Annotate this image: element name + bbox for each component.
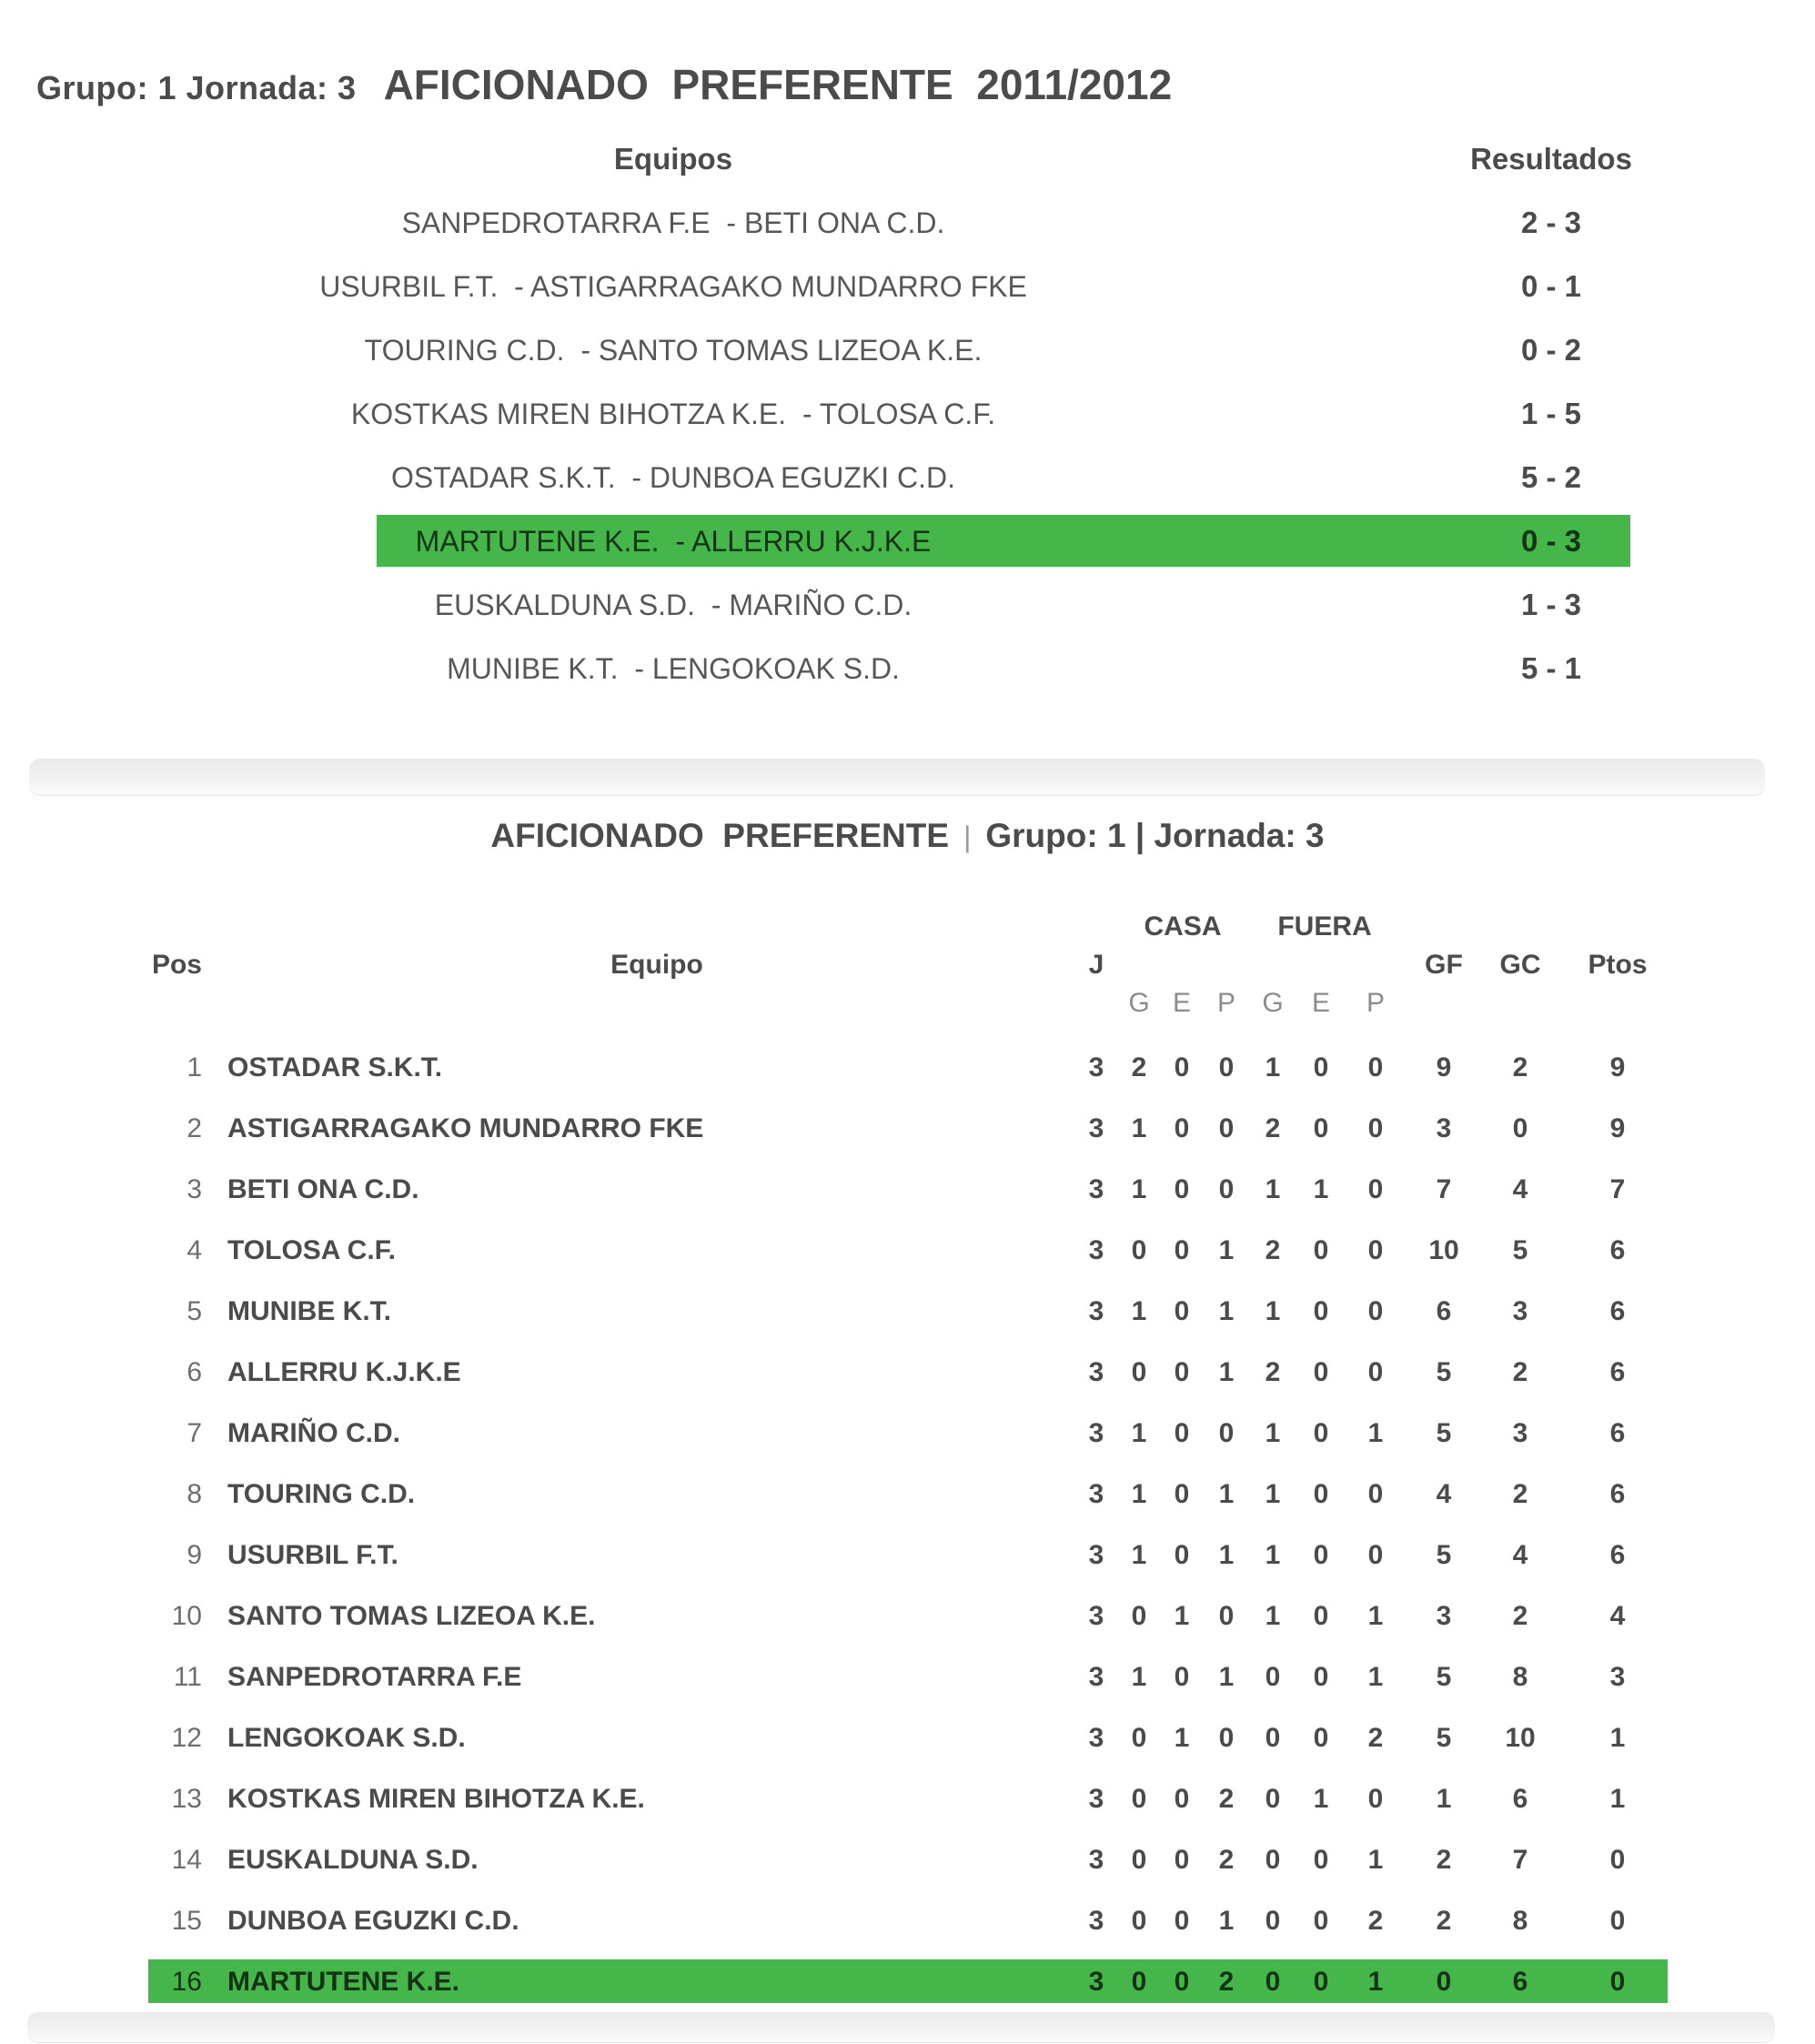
standings-team-name: TOLOSA C.F. (227, 1235, 397, 1265)
standings-row (0, 1951, 1815, 2012)
standings-header-gf: GF (1425, 950, 1463, 980)
standings-goals-for: 2 (1436, 1845, 1452, 1875)
standings-away-wins: 1 (1265, 1418, 1281, 1448)
match-score: 0 - 2 (1520, 333, 1582, 367)
standings-goals-for: 0 (1436, 1967, 1452, 1997)
match-row (0, 382, 1815, 446)
standings-header-home-wins: G (1128, 988, 1150, 1018)
match-row (0, 318, 1815, 382)
results-title-row (36, 60, 1172, 109)
standings-team-name: USURBIL F.T. (227, 1540, 398, 1570)
standings-row (0, 1220, 1815, 1281)
standings-goals-for: 7 (1436, 1174, 1452, 1204)
standings-home-draws: 0 (1174, 1052, 1190, 1082)
match-teams: OSTADAR S.K.T. - DUNBOA EGUZKI C.D. (391, 461, 955, 494)
standings-away-draws: 0 (1313, 1662, 1329, 1692)
standings-goals-against: 6 (1512, 1784, 1528, 1814)
standings-title-group-round: Grupo: 1 | Jornada: 3 (985, 817, 1325, 854)
standings-away-wins: 0 (1265, 1967, 1281, 1997)
standings-goals-for: 9 (1436, 1052, 1452, 1082)
standings-home-draws: 1 (1174, 1723, 1190, 1753)
standings-away-losses: 1 (1367, 1418, 1384, 1448)
standings-home-draws: 0 (1174, 1479, 1190, 1509)
match-row (0, 446, 1815, 509)
standings-team-name: ALLERRU K.J.K.E (227, 1357, 461, 1387)
standings-home-draws: 0 (1174, 1113, 1190, 1143)
standings-team-name: SANTO TOMAS LIZEOA K.E. (227, 1601, 596, 1631)
standings-away-wins: 0 (1265, 1662, 1281, 1692)
standings-goals-against: 4 (1512, 1540, 1528, 1570)
standings-home-wins: 1 (1131, 1174, 1147, 1204)
match-score: 2 - 3 (1520, 206, 1582, 239)
standings-goals-against: 0 (1512, 1113, 1528, 1143)
section-divider-band (29, 759, 1765, 795)
standings-away-draws: 0 (1313, 1723, 1329, 1753)
standings-points: 4 (1609, 1601, 1626, 1631)
standings-goals-for: 3 (1436, 1601, 1452, 1631)
match-row (0, 509, 1815, 573)
standings-header-pts: Ptos (1588, 950, 1648, 980)
standings-pos: 13 (171, 1784, 202, 1814)
standings-points: 6 (1609, 1540, 1626, 1570)
standings-played: 3 (1088, 1540, 1104, 1570)
standings-goals-for: 5 (1436, 1418, 1452, 1448)
standings-goals-for: 2 (1436, 1906, 1452, 1936)
standings-away-wins: 1 (1265, 1052, 1281, 1082)
standings-pos: 5 (187, 1296, 202, 1326)
match-score: 1 - 5 (1520, 397, 1582, 430)
standings-home-draws: 0 (1174, 1296, 1190, 1326)
standings-pos: 1 (187, 1052, 202, 1082)
standings-played: 3 (1088, 1601, 1104, 1631)
standings-home-losses: 2 (1218, 1784, 1235, 1814)
standings-home-draws: 0 (1174, 1784, 1190, 1814)
standings-home-losses: 0 (1218, 1723, 1235, 1753)
standings-pos: 15 (171, 1906, 202, 1936)
standings-header-team: Equipo (610, 950, 703, 980)
standings-home-draws: 0 (1174, 1235, 1190, 1265)
standings-home-draws: 0 (1174, 1174, 1190, 1204)
standings-team-name: SANPEDROTARRA F.E (227, 1662, 522, 1692)
standings-pos: 14 (171, 1845, 202, 1875)
standings-points: 3 (1609, 1662, 1626, 1692)
standings-row (0, 1342, 1815, 1403)
match-teams: KOSTKAS MIREN BIHOTZA K.E. - TOLOSA C.F. (350, 398, 996, 430)
standings-home-draws: 0 (1174, 1662, 1190, 1692)
match-score: 1 - 3 (1520, 588, 1582, 621)
standings-away-draws: 0 (1313, 1479, 1329, 1509)
standings-row (0, 1646, 1815, 1707)
standings-home-draws: 0 (1174, 1418, 1190, 1448)
standings-points: 7 (1609, 1174, 1626, 1204)
match-row (0, 191, 1815, 255)
results-column-headers (0, 142, 1815, 182)
standings-header-home-group: CASA (1144, 911, 1222, 941)
standings-home-losses: 2 (1218, 1967, 1235, 1997)
standings-goals-against: 3 (1512, 1296, 1528, 1326)
standings-played: 3 (1088, 1296, 1104, 1326)
standings-goals-for: 3 (1436, 1113, 1452, 1143)
standings-points: 1 (1609, 1723, 1626, 1753)
standings-away-losses: 1 (1367, 1845, 1384, 1875)
standings-played: 3 (1088, 1662, 1104, 1692)
standings-header-sub (0, 984, 1815, 1022)
standings-home-draws: 0 (1174, 1357, 1190, 1387)
match-row (0, 637, 1815, 700)
match-score: 5 - 2 (1520, 460, 1582, 494)
standings-pos: 3 (187, 1174, 202, 1204)
match-row (0, 255, 1815, 318)
standings-title-competition: AFICIONADO PREFERENTE (490, 817, 950, 854)
standings-points: 0 (1609, 1906, 1626, 1936)
standings-played: 3 (1088, 1235, 1104, 1265)
standings-home-wins: 1 (1131, 1113, 1147, 1143)
match-teams: MARTUTENE K.E. - ALLERRU K.J.K.E (415, 525, 932, 558)
standings-pos: 10 (171, 1601, 202, 1631)
standings-home-losses: 0 (1218, 1174, 1235, 1204)
results-pretitle: Grupo: 1 Jornada: 3 (36, 69, 357, 106)
standings-goals-for: 6 (1436, 1296, 1452, 1326)
standings-away-draws: 0 (1313, 1235, 1329, 1265)
standings-away-losses: 0 (1367, 1784, 1384, 1814)
standings-row (0, 1403, 1815, 1464)
standings-points: 0 (1609, 1967, 1626, 1997)
standings-home-wins: 0 (1131, 1906, 1147, 1936)
standings-home-losses: 0 (1218, 1418, 1235, 1448)
standings-title-separator: | (963, 821, 972, 853)
standings-row (0, 1525, 1815, 1586)
standings-goals-for: 1 (1436, 1784, 1452, 1814)
standings-away-wins: 2 (1265, 1235, 1281, 1265)
standings-header-away-wins: G (1262, 988, 1284, 1018)
standings-points: 9 (1609, 1113, 1626, 1143)
standings-points: 1 (1609, 1784, 1626, 1814)
standings-away-draws: 0 (1313, 1418, 1329, 1448)
match-score: 0 - 1 (1520, 269, 1582, 303)
standings-away-draws: 1 (1313, 1784, 1329, 1814)
standings-away-losses: 0 (1367, 1052, 1384, 1082)
standings-goals-against: 4 (1512, 1174, 1528, 1204)
results-header-teams: Equipos (613, 142, 733, 176)
standings-home-losses: 1 (1218, 1235, 1235, 1265)
standings-row (0, 1464, 1815, 1525)
standings-home-losses: 2 (1218, 1845, 1235, 1875)
standings-pos: 11 (173, 1662, 202, 1692)
standings-home-losses: 1 (1218, 1662, 1235, 1692)
standings-team-name: BETI ONA C.D. (227, 1174, 419, 1204)
standings-goals-against: 3 (1512, 1418, 1528, 1448)
standings-away-losses: 0 (1367, 1174, 1384, 1204)
standings-goals-for: 4 (1436, 1479, 1452, 1509)
standings-played: 3 (1088, 1845, 1104, 1875)
standings-played: 3 (1088, 1357, 1104, 1387)
standings-header-gc: GC (1499, 950, 1541, 980)
standings-goals-for: 5 (1436, 1540, 1452, 1570)
standings-away-wins: 1 (1265, 1540, 1281, 1570)
standings-away-losses: 0 (1367, 1235, 1384, 1265)
standings-header-main (0, 946, 1815, 984)
standings-away-wins: 0 (1265, 1784, 1281, 1814)
standings-played: 3 (1088, 1052, 1104, 1082)
standings-goals-against: 2 (1512, 1052, 1528, 1082)
standings-row (0, 1829, 1815, 1890)
standings-home-wins: 0 (1131, 1967, 1147, 1997)
standings-home-wins: 1 (1131, 1296, 1147, 1326)
standings-row (0, 1281, 1815, 1342)
standings-away-wins: 0 (1265, 1845, 1281, 1875)
standings-goals-for: 5 (1436, 1357, 1452, 1387)
standings-goals-against: 2 (1512, 1479, 1528, 1509)
standings-played: 3 (1088, 1418, 1104, 1448)
standings-away-losses: 2 (1367, 1906, 1384, 1936)
standings-home-losses: 0 (1218, 1113, 1235, 1143)
standings-away-losses: 1 (1367, 1601, 1384, 1631)
standings-home-wins: 2 (1131, 1052, 1147, 1082)
standings-home-losses: 1 (1218, 1540, 1235, 1570)
standings-pos: 8 (187, 1479, 202, 1509)
standings-away-losses: 0 (1367, 1540, 1384, 1570)
match-score: 0 - 3 (1520, 524, 1582, 558)
standings-home-losses: 1 (1218, 1906, 1235, 1936)
standings-goals-for: 10 (1428, 1235, 1459, 1265)
standings-points: 6 (1609, 1357, 1626, 1387)
standings-home-wins: 0 (1131, 1357, 1147, 1387)
standings-played: 3 (1088, 1174, 1104, 1204)
standings-row (0, 1768, 1815, 1829)
standings-away-losses: 2 (1367, 1723, 1384, 1753)
standings-row (0, 1037, 1815, 1098)
standings-row (0, 1707, 1815, 1768)
standings-away-wins: 1 (1265, 1174, 1281, 1204)
standings-played: 3 (1088, 1906, 1104, 1936)
standings-home-losses: 1 (1218, 1357, 1235, 1387)
standings-row (0, 1586, 1815, 1646)
standings-played: 3 (1088, 1784, 1104, 1814)
standings-points: 6 (1609, 1296, 1626, 1326)
standings-team-name: TOURING C.D. (227, 1479, 416, 1509)
standings-team-name: LENGOKOAK S.D. (227, 1723, 466, 1753)
standings-goals-against: 6 (1512, 1967, 1528, 1997)
match-row (0, 573, 1815, 637)
standings-away-wins: 0 (1265, 1906, 1281, 1936)
standings-goals-against: 10 (1505, 1723, 1536, 1753)
standings-home-draws: 0 (1174, 1845, 1190, 1875)
standings-away-wins: 1 (1265, 1601, 1281, 1631)
standings-header-away-draws: E (1311, 988, 1331, 1018)
standings-away-losses: 1 (1367, 1662, 1384, 1692)
standings-away-draws: 0 (1313, 1967, 1329, 1997)
standings-header-pos: Pos (151, 950, 202, 980)
standings-points: 6 (1609, 1235, 1626, 1265)
standings-away-losses: 0 (1367, 1357, 1384, 1387)
standings-home-wins: 1 (1131, 1418, 1147, 1448)
standings-home-draws: 1 (1174, 1601, 1190, 1631)
standings-home-draws: 0 (1174, 1967, 1190, 1997)
standings-away-losses: 0 (1367, 1479, 1384, 1509)
standings-home-wins: 1 (1131, 1540, 1147, 1570)
bottom-edge-band (27, 2012, 1775, 2042)
standings-row (0, 1890, 1815, 1951)
standings-points: 0 (1609, 1845, 1626, 1875)
standings-goals-against: 8 (1512, 1906, 1528, 1936)
standings-played: 3 (1088, 1723, 1104, 1753)
standings-pos: 12 (171, 1723, 202, 1753)
standings-away-draws: 1 (1313, 1174, 1329, 1204)
standings-home-wins: 1 (1131, 1662, 1147, 1692)
standings-home-wins: 0 (1131, 1845, 1147, 1875)
standings-away-draws: 0 (1313, 1357, 1329, 1387)
standings-header-home-losses: P (1216, 988, 1236, 1018)
results-header-results: Resultados (1470, 142, 1632, 176)
standings-away-draws: 0 (1313, 1601, 1329, 1631)
match-teams: SANPEDROTARRA F.E - BETI ONA C.D. (401, 206, 945, 239)
standings-team-name: MUNIBE K.T. (227, 1296, 391, 1326)
standings-home-wins: 1 (1131, 1479, 1147, 1509)
standings-away-losses: 0 (1367, 1296, 1384, 1326)
standings-team-name: OSTADAR S.K.T. (227, 1052, 443, 1082)
standings-away-draws: 0 (1313, 1540, 1329, 1570)
standings-header-away-group: FUERA (1277, 911, 1372, 941)
standings-team-name: DUNBOA EGUZKI C.D. (227, 1906, 519, 1936)
standings-team-name: EUSKALDUNA S.D. (227, 1845, 479, 1875)
standings-away-draws: 0 (1313, 1906, 1329, 1936)
standings-points: 9 (1609, 1052, 1626, 1082)
standings-home-losses: 0 (1218, 1601, 1235, 1631)
standings-title (0, 817, 1815, 855)
standings-away-losses: 0 (1367, 1113, 1384, 1143)
standings-goals-against: 7 (1512, 1845, 1528, 1875)
standings-header-played: J (1088, 950, 1104, 980)
standings-away-draws: 0 (1313, 1052, 1329, 1082)
standings-pos: 6 (187, 1357, 202, 1387)
standings-away-losses: 1 (1367, 1967, 1384, 1997)
standings-away-draws: 0 (1313, 1296, 1329, 1326)
standings-goals-for: 5 (1436, 1662, 1452, 1692)
match-teams: USURBIL F.T. - ASTIGARRAGAKO MUNDARRO FKE (319, 270, 1027, 303)
standings-row (0, 1098, 1815, 1159)
standings-pos: 16 (171, 1967, 202, 1997)
standings-home-draws: 0 (1174, 1906, 1190, 1936)
standings-played: 3 (1088, 1113, 1104, 1143)
match-teams: EUSKALDUNA S.D. - MARIÑO C.D. (434, 589, 913, 621)
standings-home-losses: 0 (1218, 1052, 1235, 1082)
standings-points: 6 (1609, 1418, 1626, 1448)
standings-away-draws: 0 (1313, 1113, 1329, 1143)
standings-header-home-draws: E (1172, 988, 1192, 1018)
standings-home-losses: 1 (1218, 1296, 1235, 1326)
standings-team-name: MARIÑO C.D. (227, 1418, 400, 1448)
standings-home-losses: 1 (1218, 1479, 1235, 1509)
standings-goals-for: 5 (1436, 1723, 1452, 1753)
standings-goals-against: 8 (1512, 1662, 1528, 1692)
standings-header-away-losses: P (1366, 988, 1386, 1018)
standings-home-wins: 0 (1131, 1784, 1147, 1814)
standings-away-wins: 2 (1265, 1357, 1281, 1387)
results-title: AFICIONADO PREFERENTE 2011/2012 (383, 61, 1173, 108)
standings-away-wins: 1 (1265, 1479, 1281, 1509)
standings-table-body (0, 1037, 1815, 2012)
match-teams: MUNIBE K.T. - LENGOKOAK S.D. (447, 652, 900, 685)
standings-team-name: ASTIGARRAGAKO MUNDARRO FKE (227, 1113, 704, 1143)
standings-away-wins: 0 (1265, 1723, 1281, 1753)
standings-pos: 7 (187, 1418, 202, 1448)
standings-pos: 2 (187, 1113, 202, 1143)
standings-played: 3 (1088, 1967, 1104, 1997)
standings-header-groups (0, 908, 1815, 946)
standings-home-wins: 0 (1131, 1723, 1147, 1753)
standings-away-wins: 1 (1265, 1296, 1281, 1326)
standings-goals-against: 2 (1512, 1601, 1528, 1631)
standings-team-name: KOSTKAS MIREN BIHOTZA K.E. (227, 1784, 645, 1814)
standings-pos: 4 (187, 1235, 202, 1265)
standings-row (0, 1159, 1815, 1220)
standings-played: 3 (1088, 1479, 1104, 1509)
match-score: 5 - 1 (1520, 651, 1582, 685)
match-list (0, 191, 1815, 700)
standings-away-draws: 0 (1313, 1845, 1329, 1875)
standings-team-name: MARTUTENE K.E. (227, 1967, 459, 1997)
standings-away-wins: 2 (1265, 1113, 1281, 1143)
standings-goals-against: 5 (1512, 1235, 1528, 1265)
match-teams: TOURING C.D. - SANTO TOMAS LIZEOA K.E. (364, 334, 983, 367)
standings-goals-against: 2 (1512, 1357, 1528, 1387)
standings-pos: 9 (187, 1540, 202, 1570)
standings-home-wins: 0 (1131, 1601, 1147, 1631)
standings-home-wins: 0 (1131, 1235, 1147, 1265)
standings-home-draws: 0 (1174, 1540, 1190, 1570)
standings-points: 6 (1609, 1479, 1626, 1509)
